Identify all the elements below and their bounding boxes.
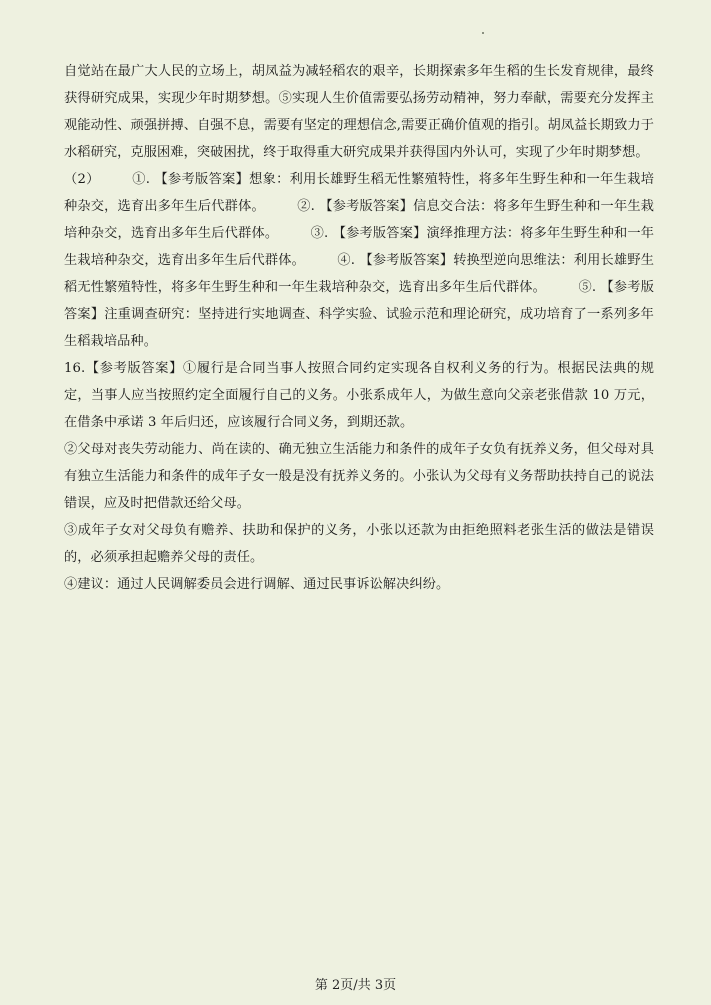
answer-text: 想象：利用长雄野生稻无性繁殖特性，将多年生野生种和一年生栽培种杂交，选育出多年生后代群体。 [64, 172, 654, 214]
answer-tag: 【参考版答案】 [64, 280, 654, 322]
document-body [64, 58, 654, 598]
question-16-point4: ④建议：通过人民调解委员会进行调解、通过民事诉讼解决纠纷。 [64, 577, 450, 592]
answer-tag: 【参考版答案】 [85, 361, 183, 376]
answer-text: 演绎推理方法：将多年生野生种和一年生栽培种杂交，选育出多年生后代群体。 [64, 226, 655, 268]
question-label: （2） [64, 172, 100, 187]
answer-num: ③. [310, 226, 329, 241]
answer-text: 信息交合法：将多年生野生种和一年生栽培种杂交，选育出多年生后代群体。 [64, 199, 655, 241]
answer-tag: 【参考版答案】 [332, 226, 427, 241]
question-16-point1 [64, 355, 654, 436]
answer-tag: 【参考版答案】 [319, 199, 414, 214]
answer-tag: 【参考版答案】 [154, 172, 250, 187]
answer-text: 转换型逆向思维法：利用长雄野生稻无性繁殖特性，将多年生野生种和一年生栽培种杂交，选育出多年生后代群体。 [64, 253, 654, 295]
question-16-point3: ③成年子女对父母负有赡养、扶助和保护的义务，小张以还款为由拒绝照料老张生活的做法是错误的，必须承担起赡养父母的责任。 [64, 523, 654, 565]
paragraph-q15-point5: 自觉站在最广大人民的立场上，胡凤益为减轻稻农的艰辛，长期探索多年生稻的生长发育规律，最终获得研究成果，实现少年时期梦想。⑤实现人生价值需要弘扬劳动精神，努力奉献，需要充分发挥主观能动性、顽强拼搏、自强不息，需要有坚定的理想信念,需要正确价值观的指引。胡凤益长期致力于水稻研究，克服困难，突破困扰，终于取得重大研究成果并获得国内外认可，实现了少年时期梦想。 [64, 64, 654, 160]
page-indicator: 第 2页/共 3页 [314, 978, 397, 993]
question-2-answers [64, 166, 654, 355]
header-mark [482, 32, 484, 34]
answer-text: ①履行是合同当事人按照合同约定实现各自权利义务的行为。根据民法典的规定，当事人应当按照约定全面履行自己的义务。小张系成年人，为做生意向父亲老张借款 10 万元，在借条中承诺 3 年后归还，应该履行合同义务，到期还款。 [64, 361, 654, 430]
answer-num: ①. [132, 172, 151, 187]
question-number: 16. [64, 361, 86, 376]
answer-text: 注重调查研究：坚持进行实地调查、科学实验、试验示范和理论研究，成功培育了一系列多年生稻栽培品种。 [64, 307, 654, 349]
answer-tag: 【参考版答案】 [359, 253, 454, 268]
answer-num: ⑤. [578, 280, 597, 295]
answer-num: ④. [337, 253, 356, 268]
answer-num: ②. [297, 199, 315, 214]
question-16-point2: ②父母对丧失劳动能力、尚在读的、确无独立生活能力和条件的成年子女负有抚养义务，但父母对具有独立生活能力和条件的成年子女一般是没有抚养义务的。小张认为父母有义务帮助扶持自己的说法错误，应及时把借款还给父母。 [64, 442, 654, 511]
